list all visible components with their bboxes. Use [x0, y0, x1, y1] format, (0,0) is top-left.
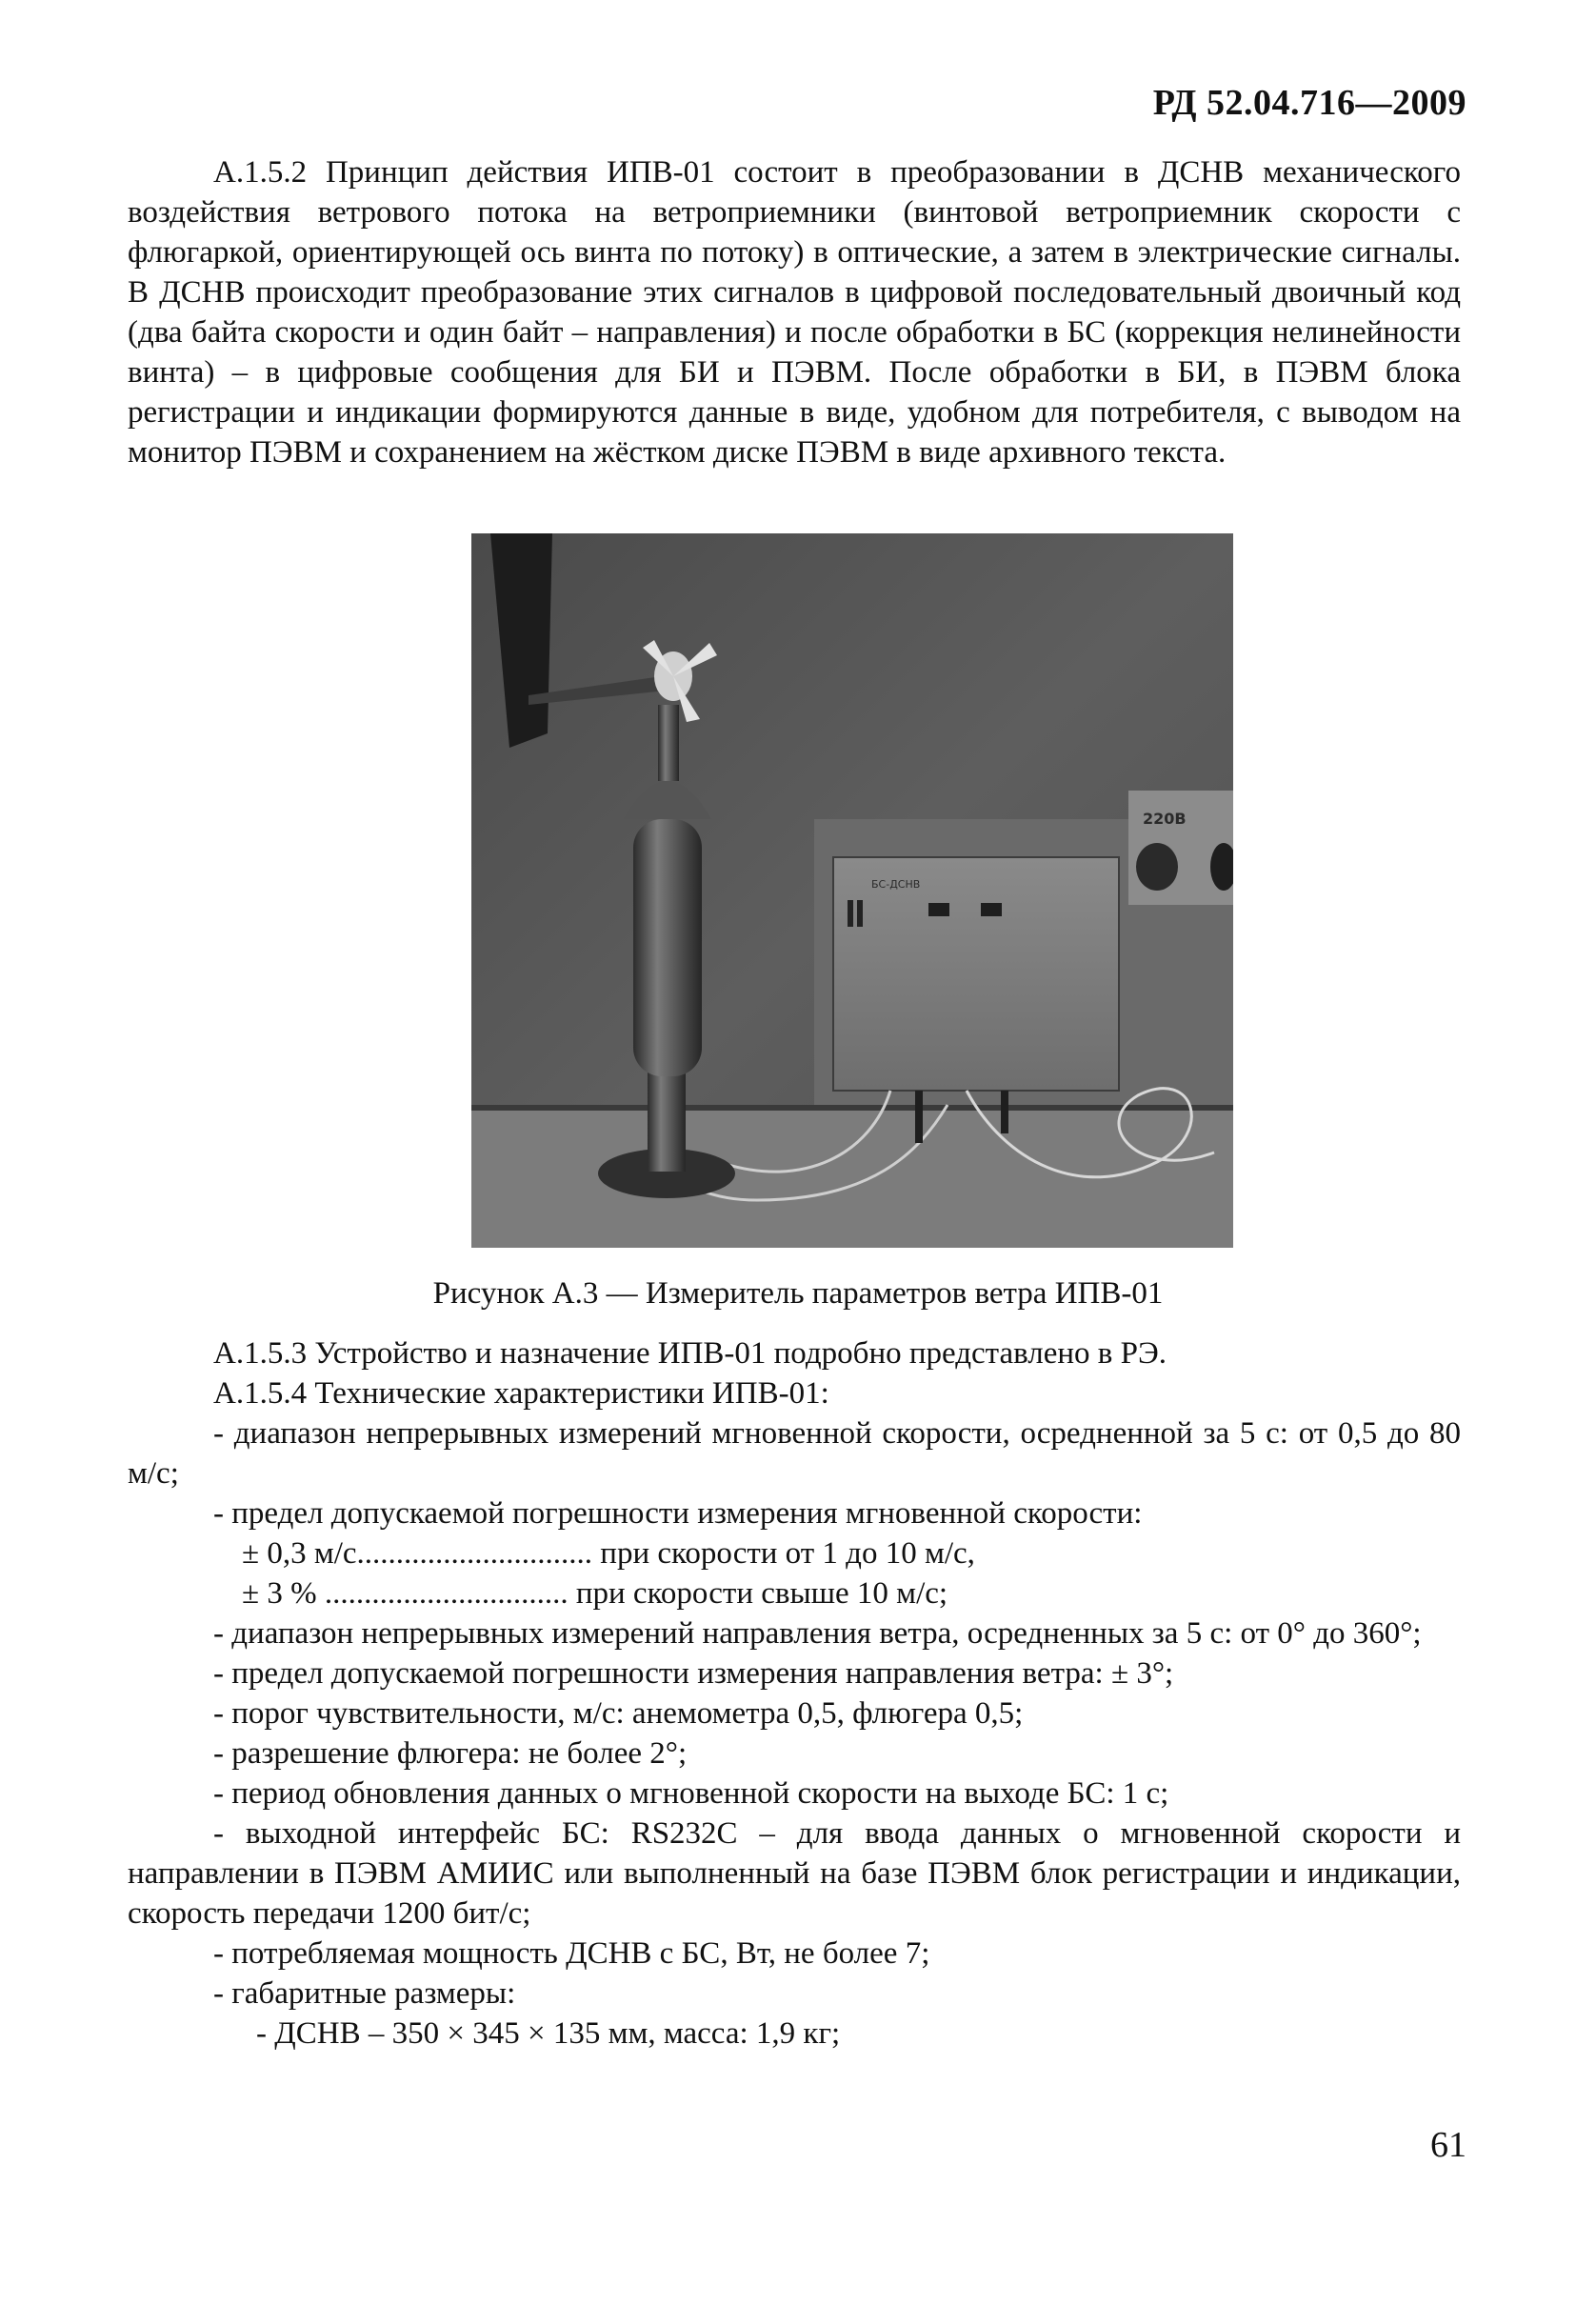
spec-update-period: - период обновления данных о мгновенной скорости на выходе БС: 1 с;	[213, 1776, 1169, 1811]
spec-speed-error-heading: - предел допускаемой погрешности измерения мгновенной скорости:	[213, 1496, 1143, 1531]
specs-heading: А.1.5.4 Технические характеристики ИПВ-01:	[213, 1376, 829, 1411]
spec-dimensions-dsnv: - ДСНВ – 350 × 345 × 135 мм, масса: 1,9 кг;	[256, 2016, 841, 2051]
spec-power: - потребляемая мощность ДСНВ с БС, Вт, не более 7;	[213, 1936, 930, 1971]
spec-speed-error-low: ± 0,3 м/с.............................. при скорости от 1 до 10 м/с,	[242, 1536, 975, 1571]
spec-speed-range: - диапазон непрерывных измерений мгновенной скорости, осредненной за 5 с: от 0,5 до 80 м/с;	[128, 1416, 1461, 1491]
unit-label: БС-ДСНВ	[871, 878, 921, 891]
voltage-label: 220В	[1143, 810, 1187, 828]
paragraph-a153: А.1.5.3 Устройство и назначение ИПВ-01 подробно представлено в РЭ.	[213, 1336, 1167, 1371]
spec-dimensions-heading: - габаритные размеры:	[213, 1976, 516, 2011]
paragraph-text: А.1.5.2 Принцип действия ИПВ-01 состоит в преобразовании в ДСНВ механического воздействия ветрового потока на ветроприемники (винтовой ветроприемник скорости с флюгаркой, ориентирующей ось винта по потоку) в оптические, а затем в электрические сигналы. В ДСНВ происходит преобразование этих сигналов в цифровой последовательный двоичный код (два байта скорости и один байт – направления) и после обработки в БС (коррекция нелинейности винта) – в цифровые сообщения для БИ и ПЭВМ. После обработки в БИ, в ПЭВМ блока регистрации и индикации формируются данные в виде, удобном для потребителя, с выводом на монитор ПЭВМ и сохранением на жёстком диске ПЭВМ в виде архивного текста.	[128, 155, 1461, 470]
page-number: 61	[1430, 2125, 1466, 2165]
figure-photo	[471, 533, 1233, 1248]
figure-caption: Рисунок А.3 — Измеритель параметров ветра ИПВ-01	[432, 1276, 1164, 1311]
spec-direction-range: - диапазон непрерывных измерений направления ветра, осредненных за 5 с: от 0° до 360°;	[213, 1616, 1422, 1651]
anemometer-photo	[471, 533, 1233, 1248]
document-code: РД 52.04.716—2009	[1152, 83, 1466, 123]
paragraph-a152	[128, 152, 1461, 472]
spec-speed-error-high: ± 3 % ............................... при скорости свыше 10 м/с;	[242, 1576, 948, 1611]
spec-vane-resolution: - разрешение флюгера: не более 2°;	[213, 1736, 688, 1771]
spec-direction-error: - предел допускаемой погрешности измерения направления ветра: ± 3°;	[213, 1656, 1174, 1691]
spec-threshold: - порог чувствительности, м/с: анемометра 0,5, флюгера 0,5;	[213, 1696, 1024, 1731]
specifications-section	[128, 1333, 1461, 2054]
spec-interface: - выходной интерфейс БС: RS232C – для ввода данных о мгновенной скорости и направлении в ПЭВМ АМИИС или выполненный на базе ПЭВМ блок регистрации и индикации, скорость передачи 1200 бит/с;	[128, 1816, 1461, 1931]
